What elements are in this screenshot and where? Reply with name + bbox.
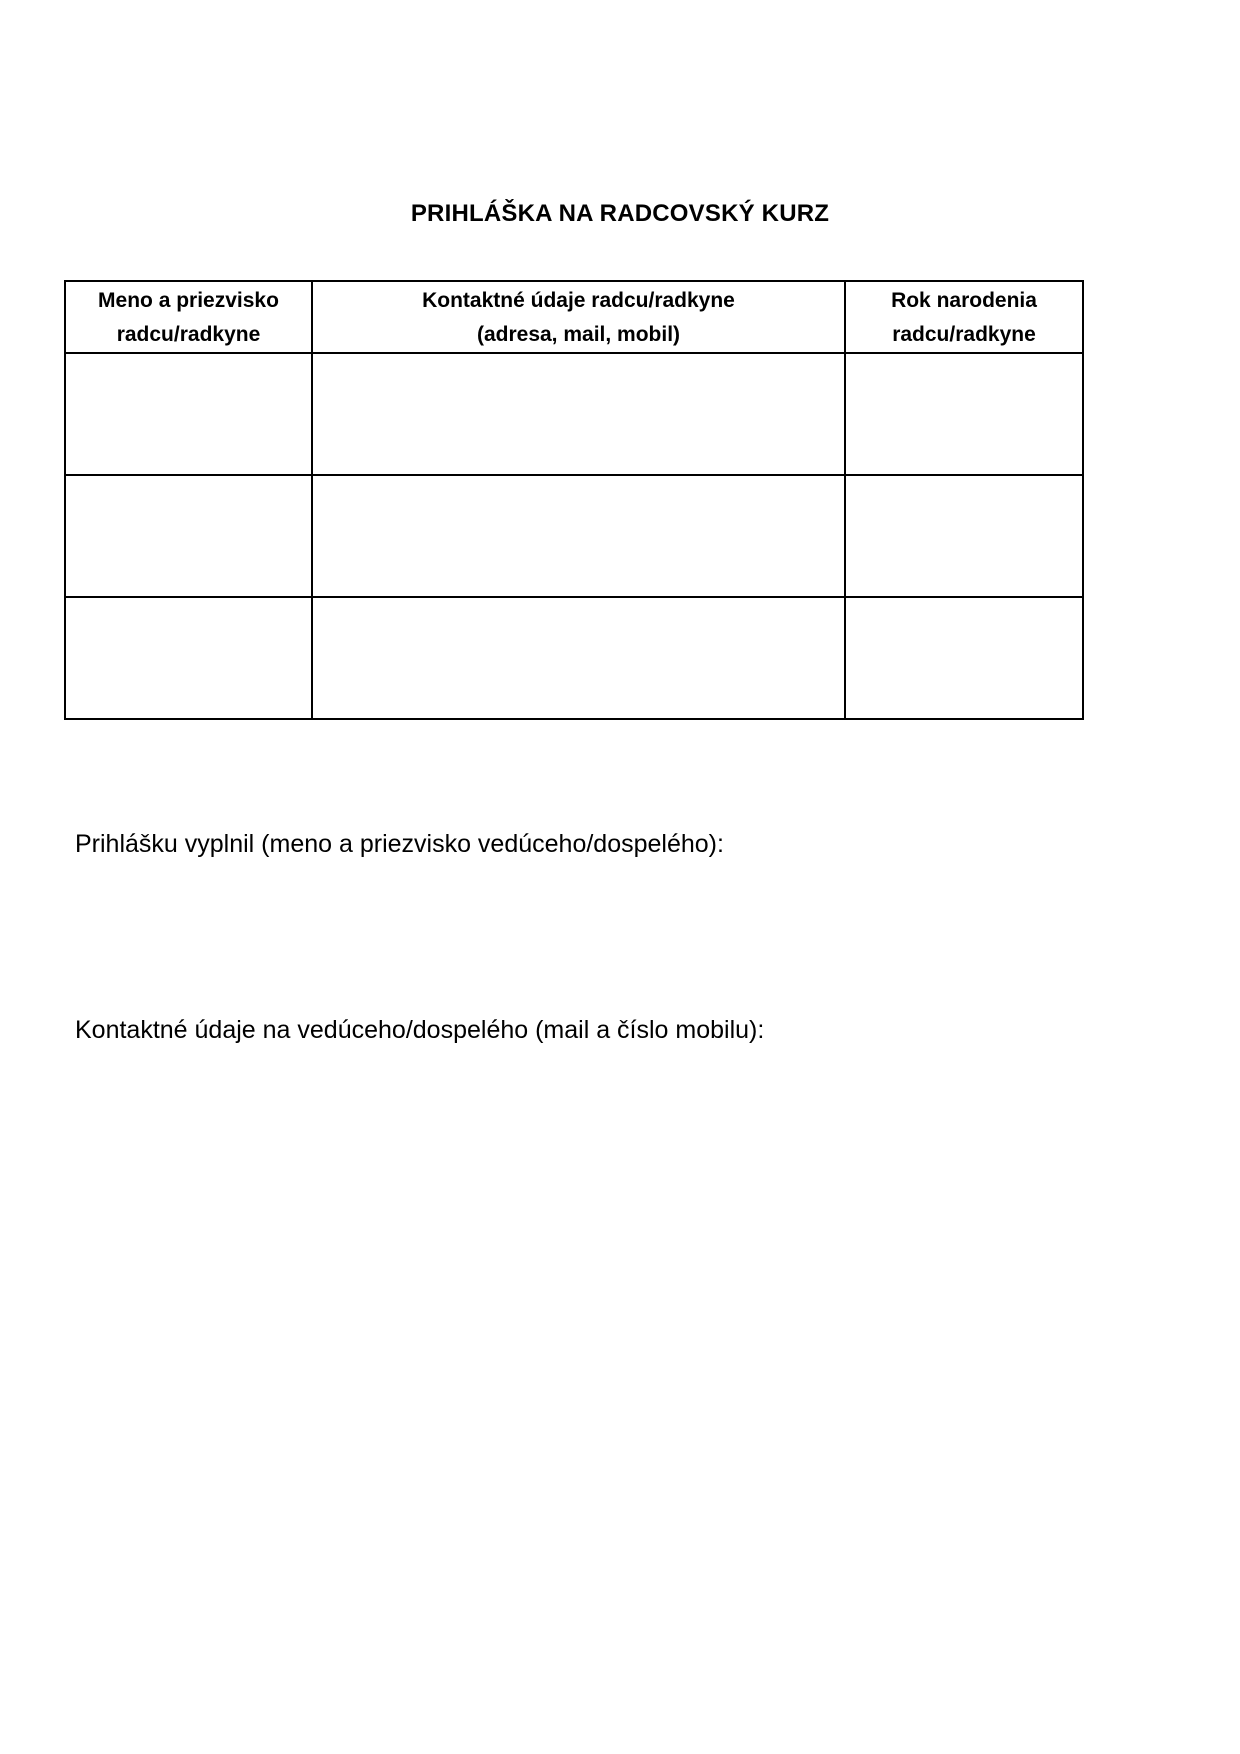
contact-cell[interactable] (312, 475, 845, 597)
contact-cell[interactable] (312, 597, 845, 719)
column-header-contact (312, 281, 845, 353)
table-row (65, 353, 1083, 475)
column-header-name-line2: radcu/radkyne (116, 323, 261, 346)
name-cell[interactable] (65, 597, 312, 719)
column-header-contact-line1: Kontaktné údaje radcu/radkyne (422, 289, 735, 312)
table-header-row (65, 281, 1083, 353)
column-header-birth-year-line1: Rok narodenia (891, 289, 1037, 312)
registration-table (64, 280, 1084, 720)
column-header-birth-year (845, 281, 1083, 353)
birth-year-cell[interactable] (845, 353, 1083, 475)
table-row (65, 597, 1083, 719)
column-header-birth-year-line2: radcu/radkyne (892, 323, 1036, 346)
column-header-contact-line2: (adresa, mail, mobil) (476, 323, 681, 346)
name-cell[interactable] (65, 353, 312, 475)
birth-year-cell[interactable] (845, 475, 1083, 597)
page-title: PRIHLÁŠKA NA RADCOVSKÝ KURZ (410, 200, 830, 227)
contact-cell[interactable] (312, 353, 845, 475)
column-header-name (65, 281, 312, 353)
name-cell[interactable] (65, 475, 312, 597)
birth-year-cell[interactable] (845, 597, 1083, 719)
column-header-name-line1: Meno a priezvisko (98, 289, 279, 312)
filled-by-label: Prihlášku vyplnil (meno a priezvisko vedúceho/dospelého): (75, 830, 724, 858)
table-row (65, 475, 1083, 597)
leader-contact-label: Kontaktné údaje na vedúceho/dospelého (mail a číslo mobilu): (75, 1016, 765, 1044)
